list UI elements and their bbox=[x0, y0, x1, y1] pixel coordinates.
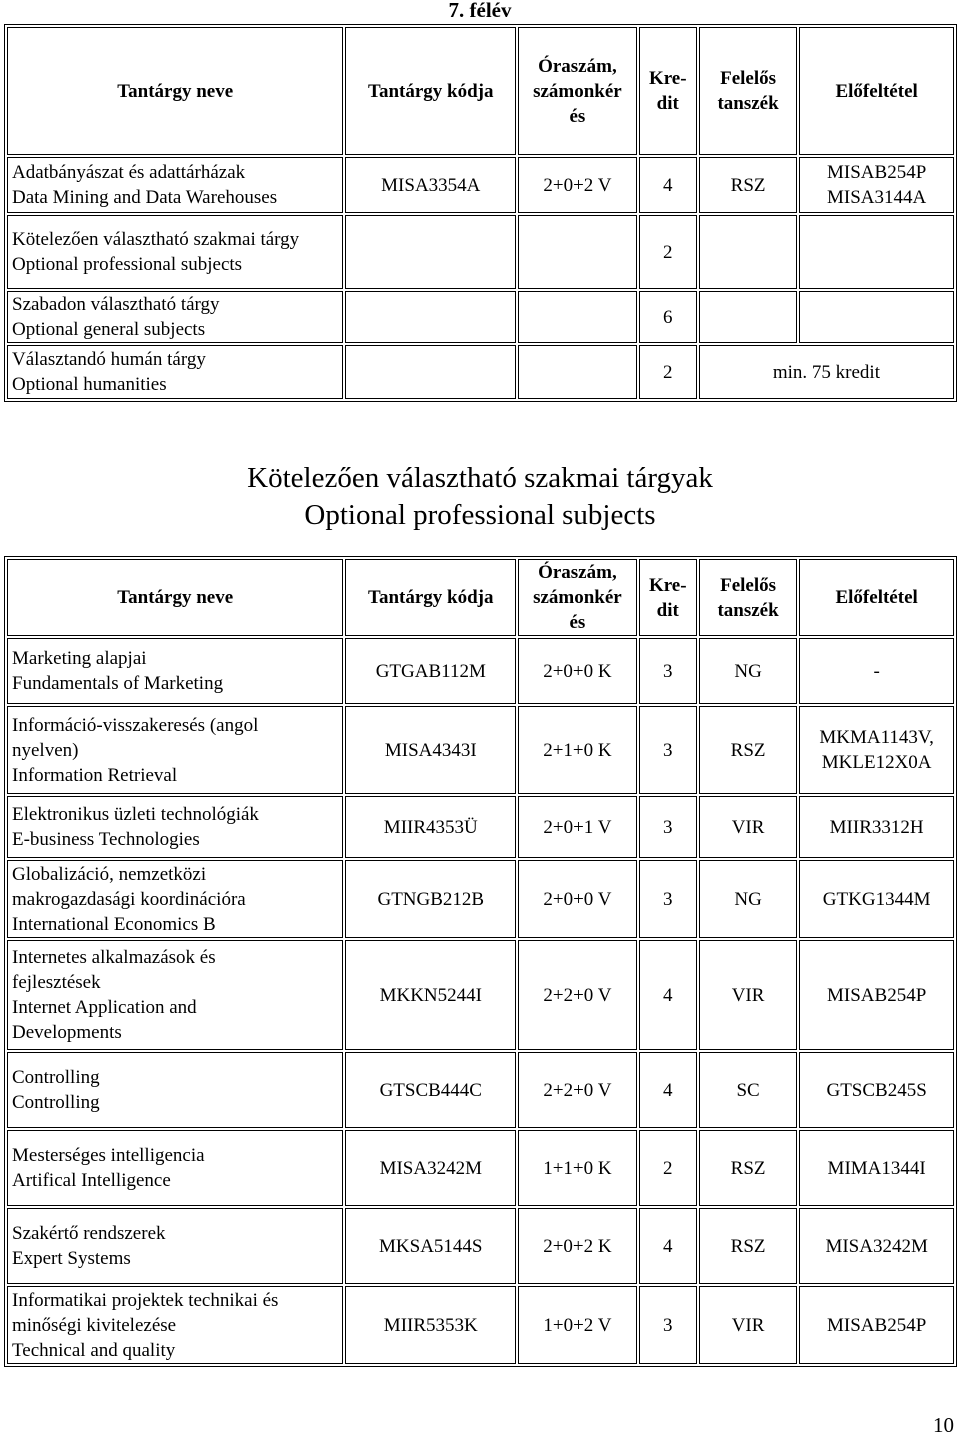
subject-credit: 2 bbox=[639, 215, 697, 289]
subject-hours: 2+0+0 V bbox=[518, 860, 637, 938]
subject-hours: 1+1+0 K bbox=[518, 1130, 637, 1206]
section-title-hu: Kötelezően választható szakmai tárgyak bbox=[247, 462, 713, 494]
table-row bbox=[7, 1130, 954, 1206]
subject-name: Marketing alapjai Fundamentals of Marketing bbox=[7, 638, 343, 704]
subject-prereq: GTSCB245S bbox=[799, 1052, 954, 1128]
subject-name: Információ-visszakeresés (angol nyelven) Information Retrieval bbox=[7, 706, 343, 794]
subject-credit: 6 bbox=[639, 291, 697, 343]
subject-dept: VIR bbox=[699, 940, 797, 1050]
table-row bbox=[7, 157, 954, 213]
header-code: Tantárgy kódja bbox=[345, 27, 516, 155]
subject-hours bbox=[518, 291, 637, 343]
subject-prereq: MIIR3312H bbox=[799, 796, 954, 858]
subject-hours: 1+0+2 V bbox=[518, 1286, 637, 1364]
table-row bbox=[7, 940, 954, 1050]
subject-dept: RSZ bbox=[699, 1130, 797, 1206]
semester-title: 7. félév bbox=[448, 0, 512, 22]
subject-code: GTNGB212B bbox=[345, 860, 516, 938]
subject-hours bbox=[518, 345, 637, 399]
subject-credit: 3 bbox=[639, 860, 697, 938]
subject-dept: RSZ bbox=[699, 1208, 797, 1284]
header-prereq: Előfeltétel bbox=[799, 559, 954, 636]
subject-credit: 4 bbox=[639, 1052, 697, 1128]
subject-dept: VIR bbox=[699, 796, 797, 858]
table-row bbox=[7, 1286, 954, 1364]
subject-prereq: MISAB254P bbox=[799, 940, 954, 1050]
subject-prereq: - bbox=[799, 638, 954, 704]
header-dept: Felelős tanszék bbox=[699, 27, 797, 155]
subject-dept: VIR bbox=[699, 1286, 797, 1364]
subject-hours: 2+2+0 V bbox=[518, 1052, 637, 1128]
subject-prereq: MISA3242M bbox=[799, 1208, 954, 1284]
subject-prereq: MISAB254P bbox=[799, 1286, 954, 1364]
header-credit: Kre- dit bbox=[639, 559, 697, 636]
table-header-row bbox=[7, 27, 954, 155]
table-row bbox=[7, 860, 954, 938]
subject-hours: 2+0+0 K bbox=[518, 638, 637, 704]
table-row bbox=[7, 796, 954, 858]
subject-hours: 2+1+0 K bbox=[518, 706, 637, 794]
subject-prereq bbox=[799, 215, 954, 289]
subject-credit: 4 bbox=[639, 1208, 697, 1284]
subject-credit: 2 bbox=[639, 1130, 697, 1206]
subject-prereq: GTKG1344M bbox=[799, 860, 954, 938]
subject-hours: 2+0+1 V bbox=[518, 796, 637, 858]
header-hours: Óraszám, számonkér és bbox=[518, 27, 637, 155]
header-name: Tantárgy neve bbox=[7, 27, 343, 155]
section-title-en: Optional professional subjects bbox=[304, 499, 656, 531]
subject-dept: NG bbox=[699, 860, 797, 938]
subject-code: MKSA5144S bbox=[345, 1208, 516, 1284]
header-dept: Felelős tanszék bbox=[699, 559, 797, 636]
subject-hours: 2+0+2 K bbox=[518, 1208, 637, 1284]
subject-name: Controlling Controlling bbox=[7, 1052, 343, 1128]
subject-dept: RSZ bbox=[699, 157, 797, 213]
subject-credit: 3 bbox=[639, 796, 697, 858]
subject-dept: NG bbox=[699, 638, 797, 704]
subject-prereq bbox=[799, 291, 954, 343]
header-prereq: Előfeltétel bbox=[799, 27, 954, 155]
semester-table bbox=[4, 24, 957, 402]
subject-prereq: MIMA1344I bbox=[799, 1130, 954, 1206]
table-row bbox=[7, 1208, 954, 1284]
subject-code: GTGAB112M bbox=[345, 638, 516, 704]
subject-code: MIIR5353K bbox=[345, 1286, 516, 1364]
subject-name: Választandó humán tárgy Optional humanities bbox=[7, 345, 343, 399]
page-number: 10 bbox=[933, 1413, 954, 1437]
subject-name: Szabadon választható tárgy Optional general subjects bbox=[7, 291, 343, 343]
subject-name: Informatikai projektek technikai és minőségi kivitelezése Technical and quality bbox=[7, 1286, 343, 1364]
subject-code bbox=[345, 215, 516, 289]
subject-credit: 4 bbox=[639, 157, 697, 213]
subject-min-credit: min. 75 kredit bbox=[699, 345, 954, 399]
subject-credit: 2 bbox=[639, 345, 697, 399]
subject-code: MISA4343I bbox=[345, 706, 516, 794]
subject-credit: 4 bbox=[639, 940, 697, 1050]
subject-hours: 2+0+2 V bbox=[518, 157, 637, 213]
table-row bbox=[7, 638, 954, 704]
subject-code bbox=[345, 345, 516, 399]
subject-name: Kötelezően választható szakmai tárgy Optional professional subjects bbox=[7, 215, 343, 289]
table-row bbox=[7, 291, 954, 343]
table-row bbox=[7, 215, 954, 289]
subject-hours: 2+2+0 V bbox=[518, 940, 637, 1050]
subject-dept: SC bbox=[699, 1052, 797, 1128]
header-credit: Kre- dit bbox=[639, 27, 697, 155]
subject-code: GTSCB444C bbox=[345, 1052, 516, 1128]
subject-prereq: MKMA1143V, MKLE12X0A bbox=[799, 706, 954, 794]
table-row bbox=[7, 1052, 954, 1128]
subject-name: Adatbányászat és adattárházak Data Mining and Data Warehouses bbox=[7, 157, 343, 213]
subject-credit: 3 bbox=[639, 638, 697, 704]
subject-name: Globalizáció, nemzetközi makrogazdasági koordinációra International Economics B bbox=[7, 860, 343, 938]
subject-dept bbox=[699, 215, 797, 289]
table-header-row bbox=[7, 559, 954, 636]
table-row bbox=[7, 706, 954, 794]
optional-subjects-table bbox=[4, 556, 957, 1367]
subject-prereq: MISAB254P MISA3144A bbox=[799, 157, 954, 213]
subject-code bbox=[345, 291, 516, 343]
header-code: Tantárgy kódja bbox=[345, 559, 516, 636]
subject-code: MISA3242M bbox=[345, 1130, 516, 1206]
subject-credit: 3 bbox=[639, 1286, 697, 1364]
subject-code: MISA3354A bbox=[345, 157, 516, 213]
subject-code: MIIR4353Ü bbox=[345, 796, 516, 858]
subject-code: MKKN5244I bbox=[345, 940, 516, 1050]
table-row bbox=[7, 345, 954, 399]
subject-credit: 3 bbox=[639, 706, 697, 794]
subject-name: Internetes alkalmazások és fejlesztések Internet Application and Developments bbox=[7, 940, 343, 1050]
subject-hours bbox=[518, 215, 637, 289]
header-name: Tantárgy neve bbox=[7, 559, 343, 636]
subject-dept: RSZ bbox=[699, 706, 797, 794]
subject-dept bbox=[699, 291, 797, 343]
subject-name: Elektronikus üzleti technológiák E-business Technologies bbox=[7, 796, 343, 858]
header-hours: Óraszám, számonkér és bbox=[518, 559, 637, 636]
subject-name: Szakértő rendszerek Expert Systems bbox=[7, 1208, 343, 1284]
section-title bbox=[0, 460, 960, 534]
subject-name: Mesterséges intelligencia Artifical Intelligence bbox=[7, 1130, 343, 1206]
